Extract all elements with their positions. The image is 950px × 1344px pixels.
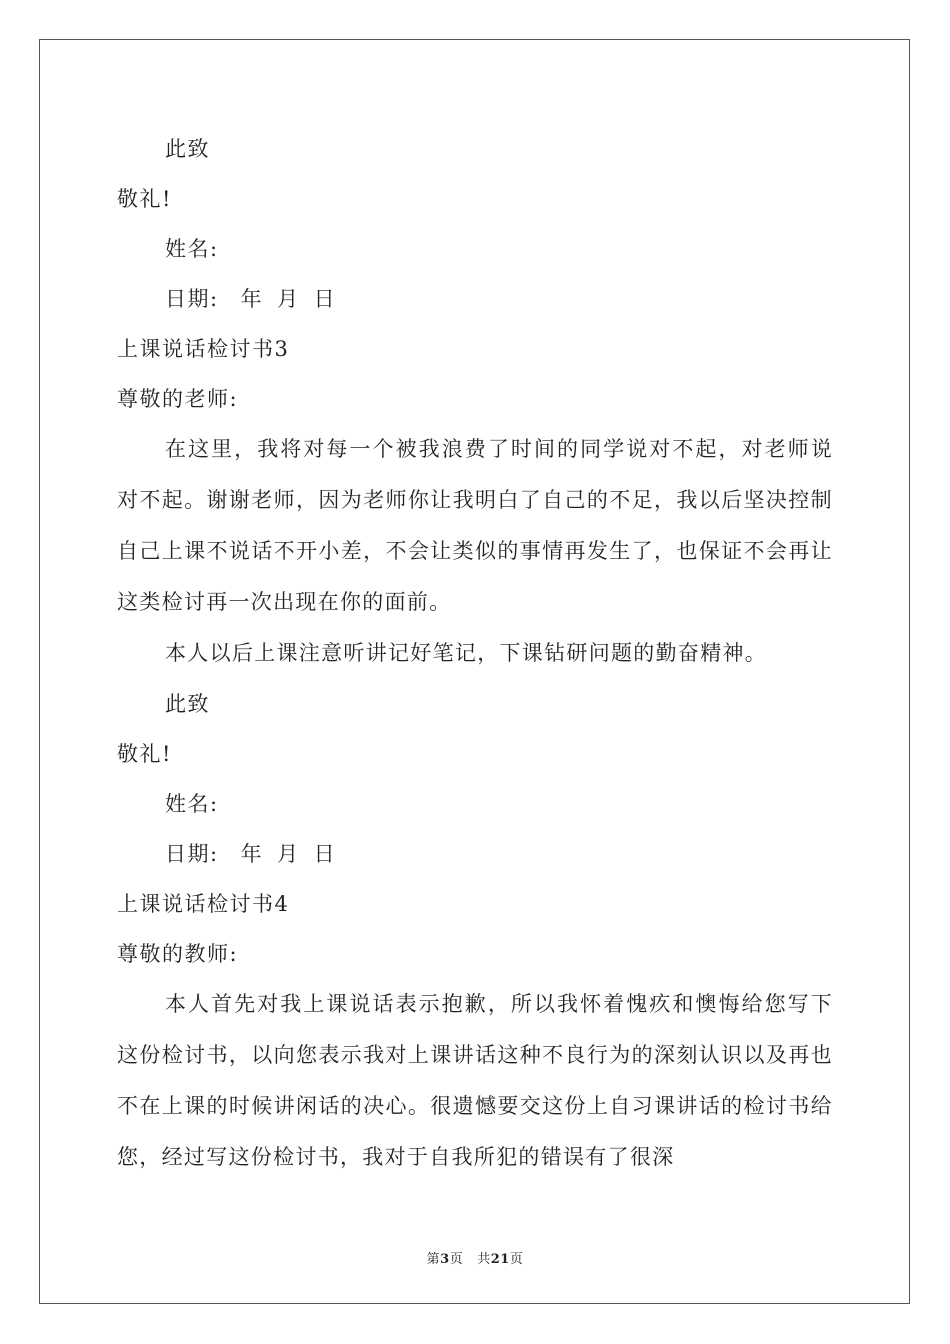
total-suffix: 页 — [509, 1252, 524, 1267]
section-title: 上课说话检讨书3 — [117, 337, 290, 361]
date-label: 日期: — [165, 287, 219, 311]
date-label: 日期: — [165, 842, 219, 866]
salute-line: 敬礼! — [117, 742, 172, 766]
body-paragraph: 本人首先对我上课说话表示抱歉，所以我怀着愧疚和懊悔给您写下这份检讨书，以向您表示我对上课讲话这种不良行为的深刻认识以及再也不在上课的时候讲闲话的决心。很遗憾要交这份上自习课讲话的检讨书给您，经过写这份检讨书，我对于自我所犯的错误有了很深 — [117, 992, 833, 1169]
document-body — [117, 124, 833, 1183]
page-suffix: 页 — [449, 1252, 464, 1267]
closing-line: 此致 — [165, 137, 210, 161]
page-number: 3 — [440, 1252, 450, 1267]
year-label: 年 — [240, 287, 264, 311]
date-line — [117, 274, 833, 324]
greeting-line: 尊敬的教师: — [117, 942, 239, 966]
name-label: 姓名: — [165, 237, 219, 261]
day-label: 日 — [313, 842, 337, 866]
date-line — [117, 829, 833, 879]
total-prefix: 共 — [477, 1252, 491, 1267]
salute-line: 敬礼! — [117, 187, 172, 211]
closing-line: 此致 — [165, 692, 210, 716]
body-paragraph: 在这里，我将对每一个被我浪费了时间的同学说对不起，对老师说对不起。谢谢老师，因为老师你让我明白了自己的不足，我以后坚决控制自己上课不说话不开小差，不会让类似的事情再发生了，也保证不会再让这类检讨再一次出现在你的面前。 — [117, 437, 833, 614]
month-label: 月 — [277, 842, 300, 866]
body-paragraph: 本人以后上课注意听讲记好笔记，下课钻研问题的勤奋精神。 — [165, 641, 768, 665]
total-pages: 21 — [490, 1252, 510, 1267]
year-label: 年 — [240, 842, 264, 866]
section-title: 上课说话检讨书4 — [117, 892, 290, 916]
day-label: 日 — [313, 287, 337, 311]
month-label: 月 — [277, 287, 300, 311]
page-prefix: 第 — [426, 1252, 441, 1267]
page-footer — [0, 1248, 950, 1267]
name-label: 姓名: — [165, 792, 219, 816]
greeting-line: 尊敬的老师: — [117, 387, 239, 411]
